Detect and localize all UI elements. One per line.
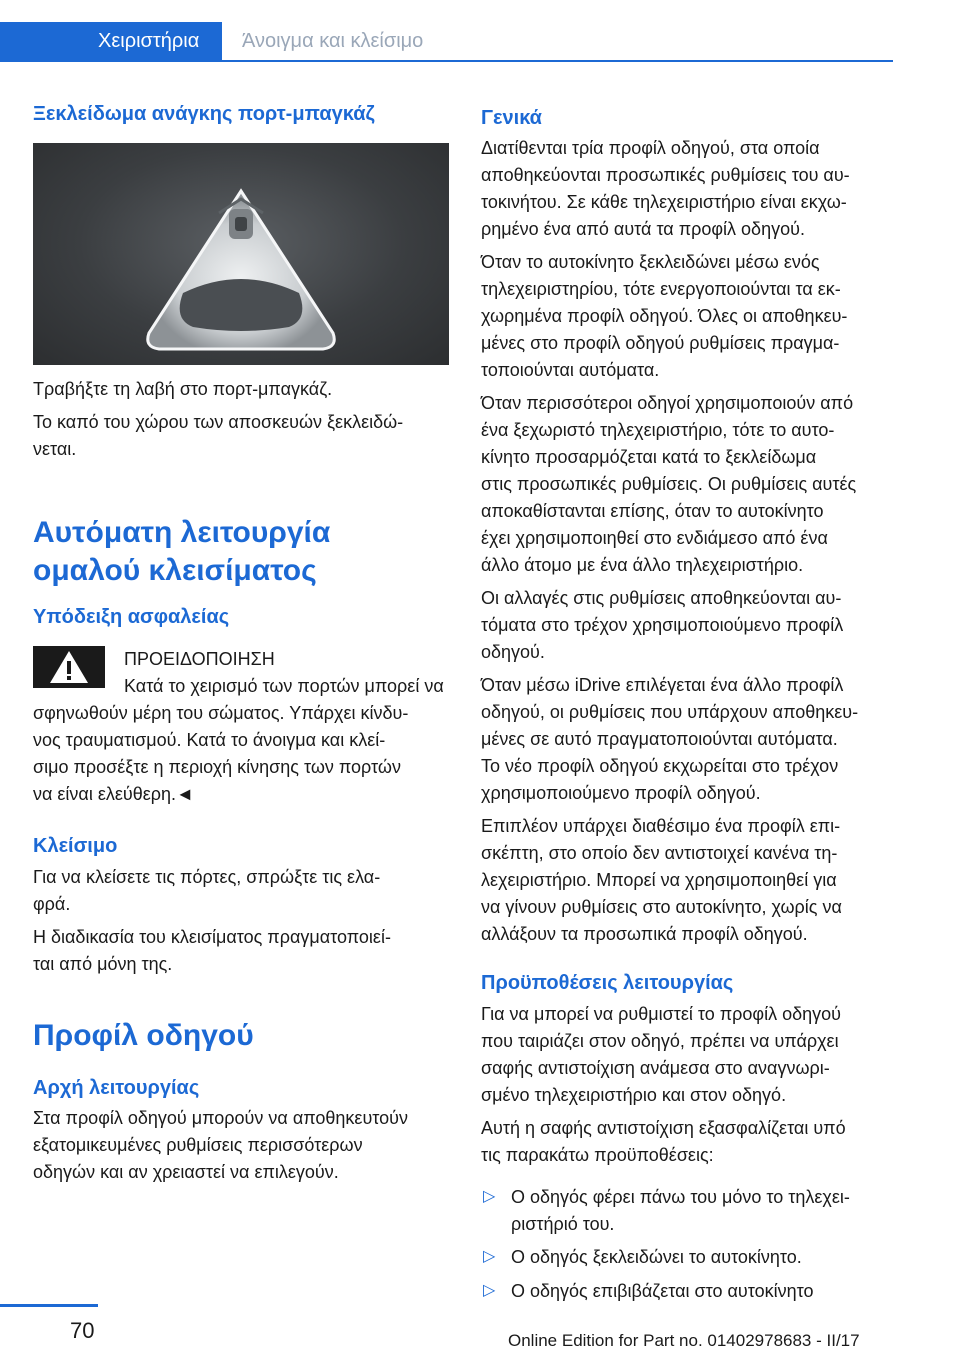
principle-text-line1: Στα προφίλ οδηγού μπορούν να αποθηκευτούν xyxy=(33,1108,408,1128)
general-p2-line3: χωρημένα προφίλ οδηγού. Όλες οι αποθηκευ- xyxy=(481,306,848,326)
driver-profile-title: Προφίλ οδηγού xyxy=(33,1019,254,1052)
general-p2-line4: μένες στο προφίλ οδηγού ρυθμίσεις πραγμα- xyxy=(481,333,840,353)
prereq-p2-line2: τις παρακάτω προϋποθέσεις: xyxy=(481,1145,714,1165)
header-section-label: Χειριστήρια xyxy=(98,30,200,52)
general-p5-line4: Το νέο προφίλ οδηγού εκχωρείται στο τρέχον xyxy=(481,756,839,776)
warning-label: ΠΡΟΕΙΔΟΠΟΙΗΣΗ xyxy=(124,649,275,669)
general-p6-line4: να γίνουν ρυθμίσεις στο αυτοκίνητο, χωρίς να xyxy=(481,897,842,917)
header-underline xyxy=(222,60,893,62)
warning-text-line3: νος τραυματισμού. Κατά το άνοιγμα και κλεί- xyxy=(33,730,386,750)
warning-text-line1: Κατά το χειρισμό των πορτών μπορεί να xyxy=(124,676,444,696)
page-number: 70 xyxy=(70,1318,95,1343)
bullet3-line1: Ο οδηγός επιβιβάζεται στο αυτοκίνητο xyxy=(511,1281,814,1301)
general-p2-line5: τοποιούνται αυτόματα. xyxy=(481,360,660,380)
general-p5-line5: χρησιμοποιούμενο προφίλ οδηγού. xyxy=(481,783,761,803)
warning-icon xyxy=(33,646,105,688)
bullet1-line2: ριστήριό του. xyxy=(511,1214,615,1234)
general-p3-line6: έχει χρησιμοποιηθεί στο ενδιάμεσο από ένα xyxy=(481,528,828,548)
general-p4-line1: Οι αλλαγές στις ρυθμίσεις αποθηκεύονται αυ- xyxy=(481,588,842,608)
general-p1-line2: αποθηκεύονται προσωπικές ρυθμίσεις του αυ- xyxy=(481,165,850,185)
closing-text-line1: Για να κλείσετε τις πόρτες, σπρώξτε τις ελα- xyxy=(33,867,381,887)
general-p1-line3: τοκινήτου. Σε κάθε τηλεχειριστήριο είναι εκχω- xyxy=(481,192,847,212)
closing-text-line3: Η διαδικασία του κλεισίματος πραγματοποιεί- xyxy=(33,927,391,947)
general-p5-line2: οδηγού, οι ρυθμίσεις που υπάρχουν αποθηκευ- xyxy=(481,702,859,722)
general-p6-line5: αλλάξουν τα προσωπικά προφίλ οδηγού. xyxy=(481,924,808,944)
prereq-p2-line1: Αυτή η σαφής αντιστοίχιση εξασφαλίζεται υπό xyxy=(481,1118,846,1138)
bullet2-line1: Ο οδηγός ξεκλειδώνει το αυτοκίνητο. xyxy=(511,1247,802,1267)
bullet-triangle-icon: ▷ xyxy=(483,1248,496,1265)
prereq-p1-line2: που ταιριάζει στον οδηγό, πρέπει να υπάρχει xyxy=(481,1031,839,1051)
general-p5-line3: μένες σε αυτό πραγματοποιούνται αυτόματα. xyxy=(481,729,838,749)
general-p1-line1: Διατίθενται τρία προφίλ οδηγού, στα οποία xyxy=(481,138,820,158)
general-p2-line1: Όταν το αυτοκίνητο ξεκλειδώνει μέσω ενός xyxy=(481,252,820,272)
general-p3-line1: Όταν περισσότεροι οδηγοί χρησιμοποιούν από xyxy=(481,393,854,413)
header-chapter-tab[interactable] xyxy=(222,22,893,62)
general-p2-line2: τηλεχειριστηρίου, τότε ενεργοποιούνται τα εκ- xyxy=(481,279,841,299)
prereq-p1-line1: Για να μπορεί να ρυθμιστεί το προφίλ οδηγού xyxy=(481,1004,841,1024)
general-p3-line4: στις προσωπικές ρυθμίσεις. Οι ρυθμίσεις αυτές xyxy=(481,474,857,494)
emergency-step-text: Τραβήξτε τη λαβή στο πορτ-μπαγκάζ. xyxy=(33,379,333,399)
page-header xyxy=(0,0,893,64)
header-section-tab[interactable] xyxy=(0,22,222,62)
general-p3-line3: κίνητο προσαρμόζεται κατά το ξεκλείδωμα xyxy=(481,447,817,467)
footer-rule xyxy=(0,1304,98,1307)
principle-title: Αρχή λειτουργίας xyxy=(33,1077,200,1099)
trunk-handle-photo xyxy=(33,143,449,365)
general-p6-line2: σκέπτη, στο οποίο δεν αντιστοιχεί κανένα τη- xyxy=(481,843,838,863)
bullet-triangle-icon: ▷ xyxy=(483,1188,496,1205)
general-title: Γενικά xyxy=(481,107,542,129)
principle-text-line2: εξατομικευμένες ρυθμίσεις περισσότερων xyxy=(33,1135,363,1155)
general-p3-line7: άλλο άτομο με ένα άλλο τηλεχειριστήριο. xyxy=(481,555,804,575)
prereq-p1-line4: σμένο τηλεχειριστήριο και στον οδηγό. xyxy=(481,1085,787,1105)
general-p4-line3: οδηγού. xyxy=(481,642,545,662)
prereq-p1-line3: σαφής αντιστοίχιση ανάμεσα στο αναγνωρι- xyxy=(481,1058,830,1078)
emergency-release-title: Ξεκλείδωμα ανάγκης πορτ-μπαγκάζ xyxy=(33,103,375,125)
general-p3-line2: ένα ξεχωριστό τηλεχειριστήριο, τότε το αυτο- xyxy=(481,420,835,440)
closing-text-line4: ται από μόνη της. xyxy=(33,954,173,974)
bullet1-line1: Ο οδηγός φέρει πάνω του μόνο το τηλεχει- xyxy=(511,1187,850,1207)
general-p3-line5: αποκαθίστανται επίσης, όταν το αυτοκίνητο xyxy=(481,501,824,521)
general-p5-line1: Όταν μέσω iDrive επιλέγεται ένα άλλο προφίλ xyxy=(481,675,844,695)
warning-text-line4: σιμο προσέξτε η περιοχή κίνησης των πορτών xyxy=(33,757,401,777)
closing-text-line2: φρά. xyxy=(33,894,71,914)
soft-close-title-line2: ομαλού κλεισίματος xyxy=(33,554,317,587)
emergency-result-line2: νεται. xyxy=(33,439,77,459)
safety-note-title: Υπόδειξη ασφαλείας xyxy=(33,606,230,628)
general-p1-line4: ρημένο ένα από αυτά τα προφίλ οδηγού. xyxy=(481,219,805,239)
general-p6-line1: Επιπλέον υπάρχει διαθέσιμο ένα προφίλ επι- xyxy=(481,816,841,836)
soft-close-title-line1: Αυτόματη λειτουργία xyxy=(33,516,331,549)
warning-text-line5: να είναι ελεύθερη.◄ xyxy=(33,784,194,804)
general-p4-line2: τόματα στο τρέχον χρησιμοποιούμενο προφίλ xyxy=(481,615,844,635)
edition-note: Online Edition for Part no. 01402978683 - II/17 xyxy=(508,1331,860,1350)
bullet-triangle-icon: ▷ xyxy=(483,1282,496,1299)
closing-title: Κλείσιμο xyxy=(33,835,118,857)
warning-text-line2: σφηνωθούν μέρη του σώματος. Υπάρχει κίνδυ- xyxy=(33,703,409,723)
principle-text-line3: οδηγών και αν χρειαστεί να επιλεγούν. xyxy=(33,1162,339,1182)
general-p6-line3: λεχειριστήριο. Μπορεί να χρησιμοποιηθεί για xyxy=(481,870,837,890)
trunk-handle-illustration xyxy=(33,143,449,365)
emergency-result-line1: Το καπό του χώρου των αποσκευών ξεκλειδώ- xyxy=(33,412,404,432)
header-chapter-label: Άνοιγμα και κλείσιμο xyxy=(242,30,424,52)
prerequisites-title: Προϋποθέσεις λειτουργίας xyxy=(481,972,734,994)
